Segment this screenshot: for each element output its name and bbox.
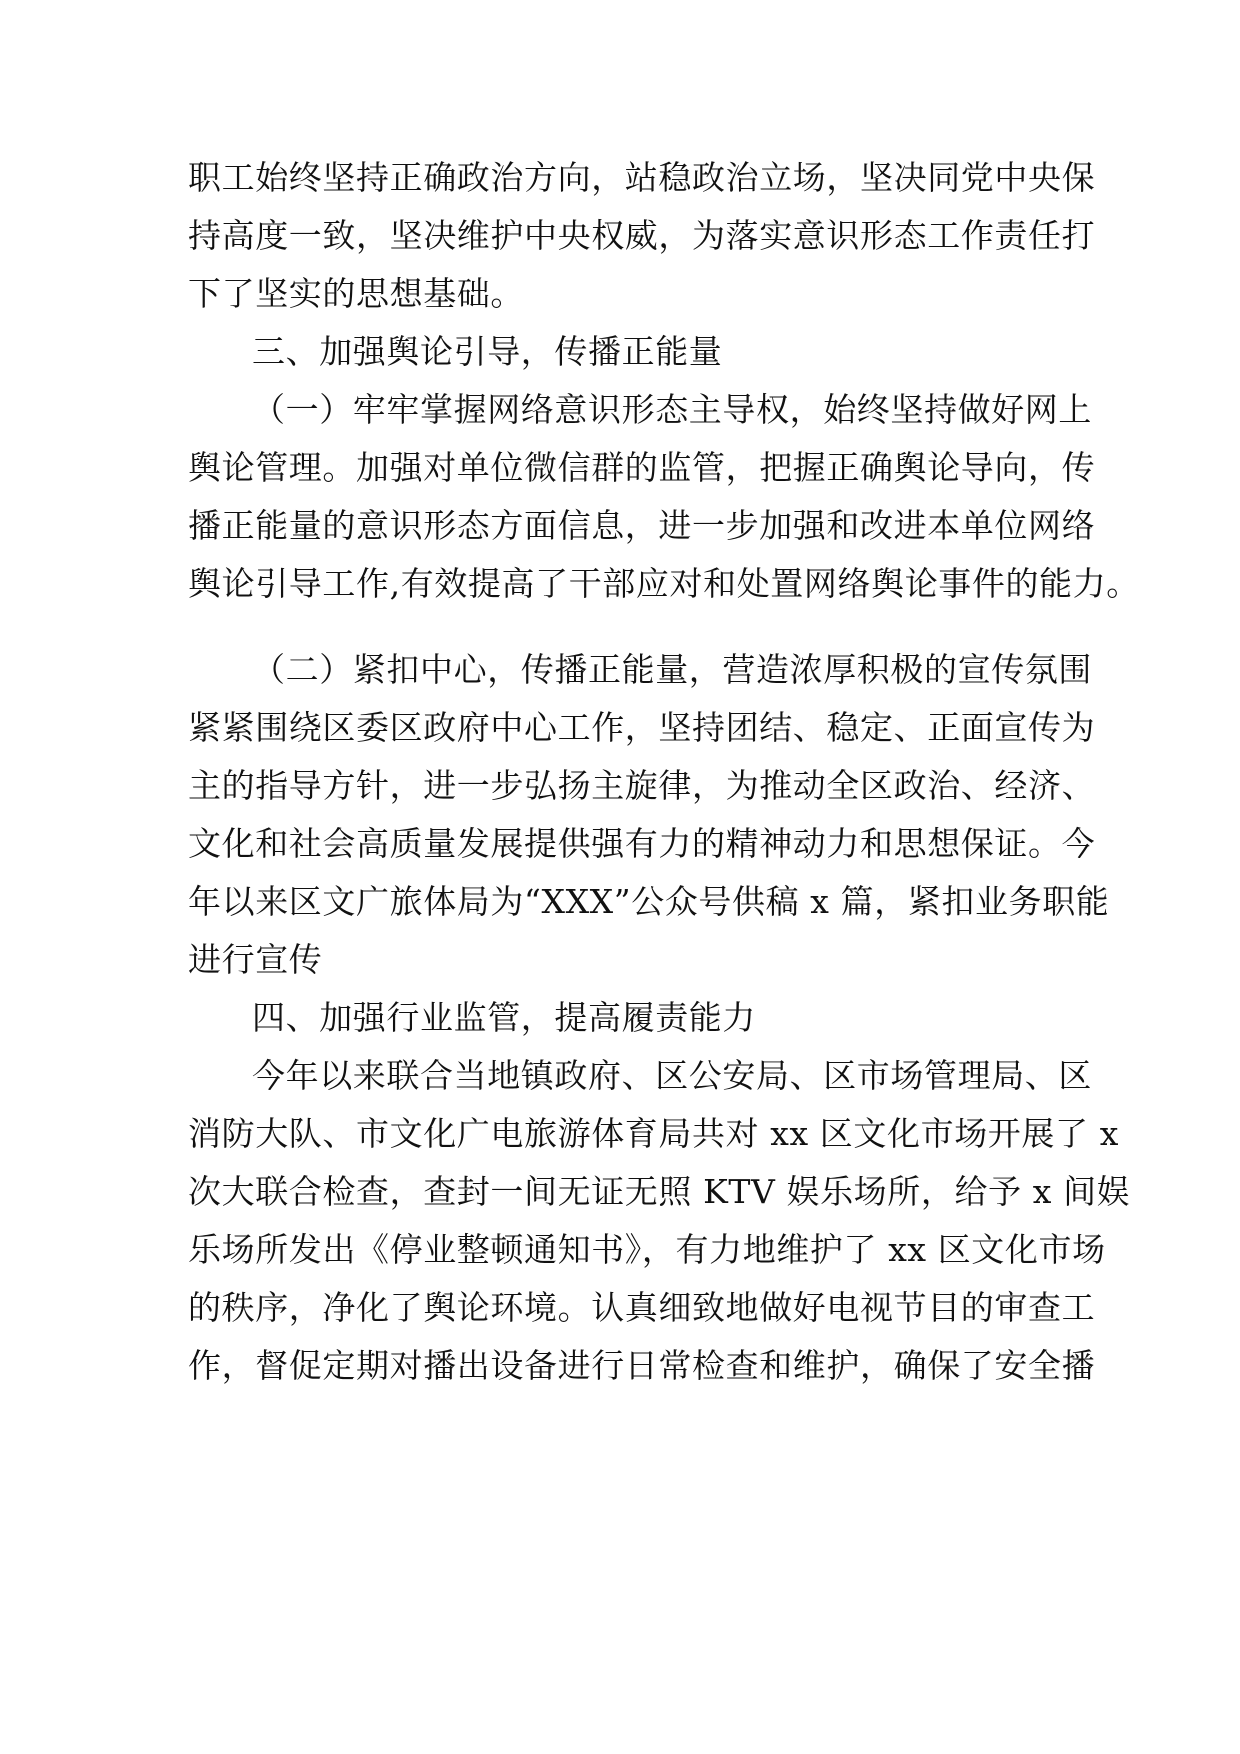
paragraph-line: 消防大队、市文化广电旅游体育局共对 xx 区文化市场开展了 x: [188, 1114, 1119, 1153]
paragraph-line: 今年以来联合当地镇政府、区公安局、区市场管理局、区: [252, 1056, 1092, 1095]
paragraph-line: 年以来区文广旅体局为“XXX”公众号供稿 x 篇，紧扣业务职能: [188, 882, 1110, 921]
section-heading: 三、加强舆论引导，传播正能量: [252, 332, 723, 371]
paragraph-line: 下了坚实的思想基础。: [188, 274, 524, 313]
paragraph-line: 的秩序，净化了舆论环境。认真细致地做好电视节目的审查工: [188, 1288, 1096, 1327]
paragraph-line: 文化和社会高质量发展提供强有力的精神动力和思想保证。今: [188, 824, 1096, 863]
paragraph-line: 播正能量的意识形态方面信息，进一步加强和改进本单位网络: [188, 506, 1096, 545]
paragraph-line: 主的指导方针，进一步弘扬主旋律，为推动全区政治、经济、: [188, 766, 1096, 805]
paragraph-line: 次大联合检查，查封一间无证无照 KTV 娱乐场所，给予 x 间娱: [188, 1172, 1131, 1211]
subsection-heading: （一）牢牢掌握网络意识形态主导权，始终坚持做好网上: [252, 390, 1092, 429]
paragraph-line: 持高度一致，坚决维护中央权威，为落实意识形态工作责任打: [188, 216, 1096, 255]
paragraph-line: 乐场所发出《停业整顿通知书》，有力地维护了 xx 区文化市场: [188, 1230, 1106, 1269]
paragraph-line: 紧紧围绕区委区政府中心工作，坚持团结、稳定、正面宣传为: [188, 708, 1096, 747]
paragraph-line: 职工始终坚持正确政治方向，站稳政治立场，坚决同党中央保: [188, 158, 1096, 197]
paragraph-line: 舆论引导工作,有效提高了干部应对和处置网络舆论事件的能力。: [188, 564, 1140, 603]
subsection-heading: （二）紧扣中心，传播正能量，营造浓厚积极的宣传氛围: [252, 650, 1092, 689]
paragraph-line: 进行宣传: [188, 940, 323, 979]
paragraph-line: 舆论管理。加强对单位微信群的监管，把握正确舆论导向，传: [188, 448, 1096, 487]
section-heading: 四、加强行业监管，提高履责能力: [252, 998, 756, 1037]
paragraph-line: 作，督促定期对播出设备进行日常检查和维护，确保了安全播: [188, 1346, 1096, 1385]
